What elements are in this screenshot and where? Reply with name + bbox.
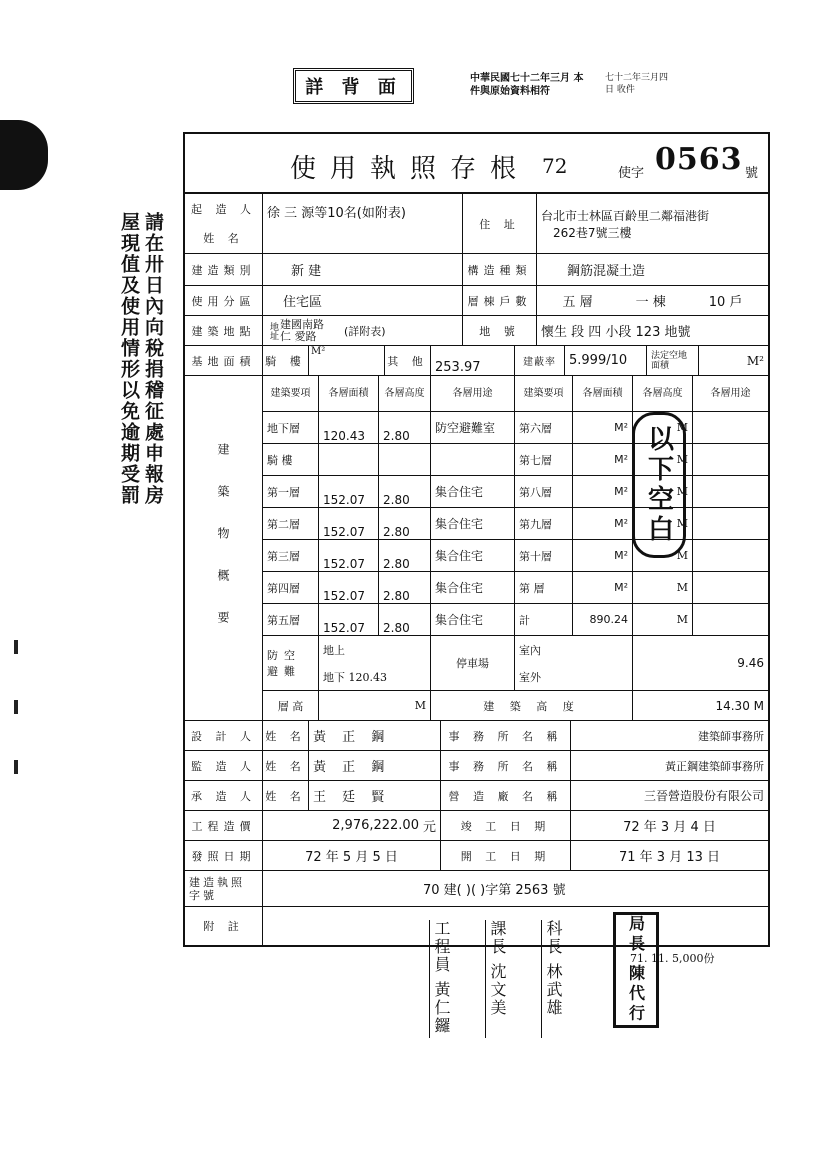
issue-date: 72 年 5 月 5 日 (263, 841, 441, 870)
floor-area: 120.43 (319, 412, 379, 444)
designer-office: 建築師事務所 (698, 729, 764, 743)
see-back-stamp: 詳 背 面 (293, 68, 414, 104)
floor-item: 騎 樓 (263, 444, 319, 476)
site-area-label: 基地面積 (185, 346, 263, 375)
signature-engineer: 工程員 黃仁鑼 (429, 920, 453, 1038)
signature-section-chief: 課長 沈文美 (485, 920, 509, 1038)
cost-value: 2,976,222.00 (332, 818, 419, 833)
remark-label: 附 註 (185, 907, 263, 945)
arcade-value (309, 346, 385, 375)
upper-floor-area: M² (573, 540, 633, 572)
coverage-value: 5.999/10 (565, 346, 647, 375)
floor-use: 集合住宅 (431, 508, 515, 540)
start-date: 71 年 3 月 13 日 (618, 850, 721, 865)
upper-floor-height: M (633, 572, 693, 604)
arcade-unit: M² (311, 346, 326, 357)
upper-floor-use (693, 444, 768, 476)
location-value (263, 316, 463, 345)
parking-values (515, 636, 633, 691)
structure-label: 構造種類 (463, 254, 537, 285)
floor-area: 152.07 (319, 604, 379, 636)
cost-label: 工程造價 (185, 811, 263, 840)
upper-floor-item: 第十層 (515, 540, 573, 572)
upper-floor-area: M² (573, 572, 633, 604)
upper-floor-area: M² (573, 508, 633, 540)
floor-use: 防空避難室 (431, 412, 515, 444)
upper-floor-use (693, 604, 768, 636)
floor-height: 2.80 (379, 508, 431, 540)
signature-division-chief: 科長 林武雄 (541, 920, 565, 1038)
floor-area: 152.07 (319, 508, 379, 540)
cost-row (185, 811, 768, 841)
site-area-row (185, 346, 768, 376)
upper-floor-height: M (633, 412, 693, 444)
upper-floor-height: M (633, 604, 693, 636)
contractor-office: 三晉營造股份有限公司 (643, 789, 764, 803)
shelter-above: 地上 (323, 643, 345, 657)
floor-use: 集合住宅 (431, 572, 515, 604)
floor-area: 152.07 (319, 476, 379, 508)
floor-height-label: 層 高 (263, 691, 319, 721)
contractor-office-label: 營 造 廠 名 稱 (441, 781, 571, 810)
zone-label: 使用分區 (185, 286, 263, 315)
cost-value-cell (263, 811, 441, 840)
floor-item: 第三層 (263, 540, 319, 572)
upper-floor-item: 第七層 (515, 444, 573, 476)
shelter-values (319, 636, 431, 691)
summary-header: 各層用途 (431, 376, 515, 412)
zone-value: 住宅區 (263, 286, 463, 315)
designer-name-label: 姓 名 (263, 721, 309, 750)
floor-item: 第四層 (263, 572, 319, 604)
building-count: 一 棟 (635, 295, 666, 310)
issue-label: 發照日期 (185, 841, 263, 870)
upper-floor-use (693, 476, 768, 508)
applicant-label-bottom: 姓 名 (203, 232, 244, 246)
designer-row (185, 721, 768, 751)
designer-office-label: 事 務 所 名 稱 (441, 721, 571, 750)
structure-value: 鋼筋混凝土造 (567, 264, 646, 279)
supervisor-row (185, 751, 768, 781)
open-space-value: M² (746, 353, 764, 368)
upper-floor-area: 890.24 (573, 604, 633, 636)
supervisor-label: 監 造 人 (185, 751, 263, 780)
land-value: 懷生 段 四 小段 123 地號 (541, 325, 691, 340)
reminder-line-2: 屋現值及使用情形以免逾期受罰 (118, 212, 140, 506)
scan-edge-mark (0, 120, 48, 190)
form-title-bar (185, 134, 768, 194)
summary-side-label: 建築物概要 (185, 376, 263, 720)
shelter-below: 地下 120.43 (323, 670, 387, 684)
floor-height: 2.80 (379, 540, 431, 572)
completion-date: 72 年 3 月 4 日 (623, 820, 716, 835)
floor-item: 地下層 (263, 412, 319, 444)
supervisor-name-label: 姓 名 (263, 751, 309, 780)
floor-grid (263, 376, 768, 721)
designer-label: 設 計 人 (185, 721, 263, 750)
build-type-row (185, 254, 768, 286)
parking-value: 9.46 (633, 636, 768, 691)
floors-values (537, 286, 768, 315)
supervisor-office-label: 事 務 所 名 稱 (441, 751, 571, 780)
applicant-row (185, 194, 768, 254)
upper-floor-item: 第六層 (515, 412, 573, 444)
summary-header: 各層面積 (573, 376, 633, 412)
floors-label: 層棟戶數 (463, 286, 537, 315)
applicant-label-top: 起 造 人 (191, 202, 256, 216)
contractor-row (185, 781, 768, 811)
applicant-label (185, 194, 263, 253)
upper-floor-area: M² (573, 476, 633, 508)
license-prefix: 使字 (618, 166, 645, 181)
upper-floor-item: 第 層 (515, 572, 573, 604)
road-1: 建國南路 (280, 317, 324, 331)
summary-header: 建築要項 (263, 376, 319, 412)
arcade-label: 騎 樓 (263, 346, 309, 375)
floor-item: 第五層 (263, 604, 319, 636)
summary-header: 各層高度 (633, 376, 693, 412)
building-height-label: 建 築 高 度 (431, 691, 633, 721)
upper-floor-height: M (633, 476, 693, 508)
license-suffix: 號 (745, 166, 759, 181)
floor-item: 第一層 (263, 476, 319, 508)
below-blank-note: 以下空白 (632, 412, 686, 558)
applicant-name: 徐 三 源等10名(如附表) (263, 194, 463, 253)
shelter-label: 防空避難 (263, 636, 319, 691)
floor-height (379, 444, 431, 476)
road-names (280, 319, 324, 343)
form-version: 72 (542, 154, 568, 178)
other-area-label: 其 他 (385, 346, 431, 375)
reminder-line-1: 請在卅日內向稅捐稽征處申報房 (142, 212, 164, 506)
supervisor-name: 黃 正 鋼 (309, 751, 441, 780)
upper-floor-area: M² (573, 412, 633, 444)
location-label: 建築地點 (185, 316, 263, 345)
upper-floor-height: M (633, 508, 693, 540)
address-label: 住 址 (463, 194, 537, 253)
build-type-label: 建造類別 (185, 254, 263, 285)
road-2: 仁 愛路 (280, 329, 317, 343)
floor-use: 集合住宅 (431, 476, 515, 508)
applicant-address (537, 194, 768, 253)
floor-height: 2.80 (379, 604, 431, 636)
contractor-name: 王 廷 賢 (309, 781, 441, 810)
unit-count: 10 戶 (708, 295, 743, 310)
upper-floor-use (693, 540, 768, 572)
parking-label: 停車場 (431, 636, 515, 691)
summary-header: 各層高度 (379, 376, 431, 412)
floor-item: 第二層 (263, 508, 319, 540)
upper-floor-use (693, 572, 768, 604)
upper-floor-item: 第九層 (515, 508, 573, 540)
receipt-chop: 七十二年三月四日 收件 (605, 73, 669, 95)
issue-row (185, 841, 768, 871)
permit-row (185, 871, 768, 907)
permit-label: 建造執照字號 (185, 871, 263, 906)
addr-prefix: 地址 (268, 321, 278, 340)
other-area-value: 253.97 (431, 346, 515, 375)
building-height-value: 14.30 M (633, 691, 768, 721)
floor-height: 2.80 (379, 412, 431, 444)
floor-area (319, 444, 379, 476)
summary-header: 各層用途 (693, 376, 768, 412)
form-title: 使用執照存根 (290, 154, 531, 184)
floor-height-value: M (319, 691, 431, 721)
floor-height: 2.80 (379, 476, 431, 508)
floor-count: 五 層 (562, 295, 593, 310)
upper-floor-height: M (633, 444, 693, 476)
signature-block (405, 920, 615, 1040)
address-line-1: 台北市士林區百齡里二鄰福港街 (541, 208, 710, 223)
summary-header: 各層面積 (319, 376, 379, 412)
floor-use: 集合住宅 (431, 540, 515, 572)
print-run-note: 71. 11. 5,000份 (630, 952, 715, 965)
permit-value: 70 建( )( )字第 2563 號 (423, 883, 566, 898)
build-type-value: 新 建 (263, 254, 463, 285)
contractor-name-label: 姓 名 (263, 781, 309, 810)
zone-row (185, 286, 768, 316)
completion-label: 竣 工 日 期 (441, 811, 571, 840)
summary-header: 建築要項 (515, 376, 573, 412)
start-label: 開 工 日 期 (441, 841, 571, 870)
director-seal: 局長 陳代行 (613, 912, 659, 1028)
land-label: 地 號 (463, 316, 537, 345)
upper-floor-area: M² (573, 444, 633, 476)
upper-floor-height: M (633, 540, 693, 572)
address-line-2: 262巷7號三樓 (553, 225, 632, 240)
license-number: 0563 (655, 142, 743, 177)
upper-floor-item: 計 (515, 604, 573, 636)
certification-chop: 中華民國七十二年三月 本件與原始資料相符 (470, 73, 584, 97)
open-space-label: 法定空地面積 (647, 346, 699, 375)
parking-outdoor: 室外 (519, 670, 541, 684)
coverage-label: 建蔽率 (515, 346, 565, 375)
floor-height: 2.80 (379, 572, 431, 604)
floor-area: 152.07 (319, 540, 379, 572)
floor-area: 152.07 (319, 572, 379, 604)
upper-floor-use (693, 508, 768, 540)
upper-floor-use (693, 412, 768, 444)
floor-use: 集合住宅 (431, 604, 515, 636)
tax-reminder-note (118, 212, 164, 522)
cost-unit: 元 (422, 820, 436, 835)
location-row (185, 316, 768, 346)
contractor-label: 承 造 人 (185, 781, 263, 810)
floor-use (431, 444, 515, 476)
upper-floor-item: 第八層 (515, 476, 573, 508)
designer-name: 黃 正 鋼 (309, 721, 441, 750)
location-note: (詳附表) (344, 324, 386, 338)
parking-indoor: 室內 (519, 643, 541, 657)
supervisor-office: 黃正鋼建築師事務所 (665, 759, 764, 773)
